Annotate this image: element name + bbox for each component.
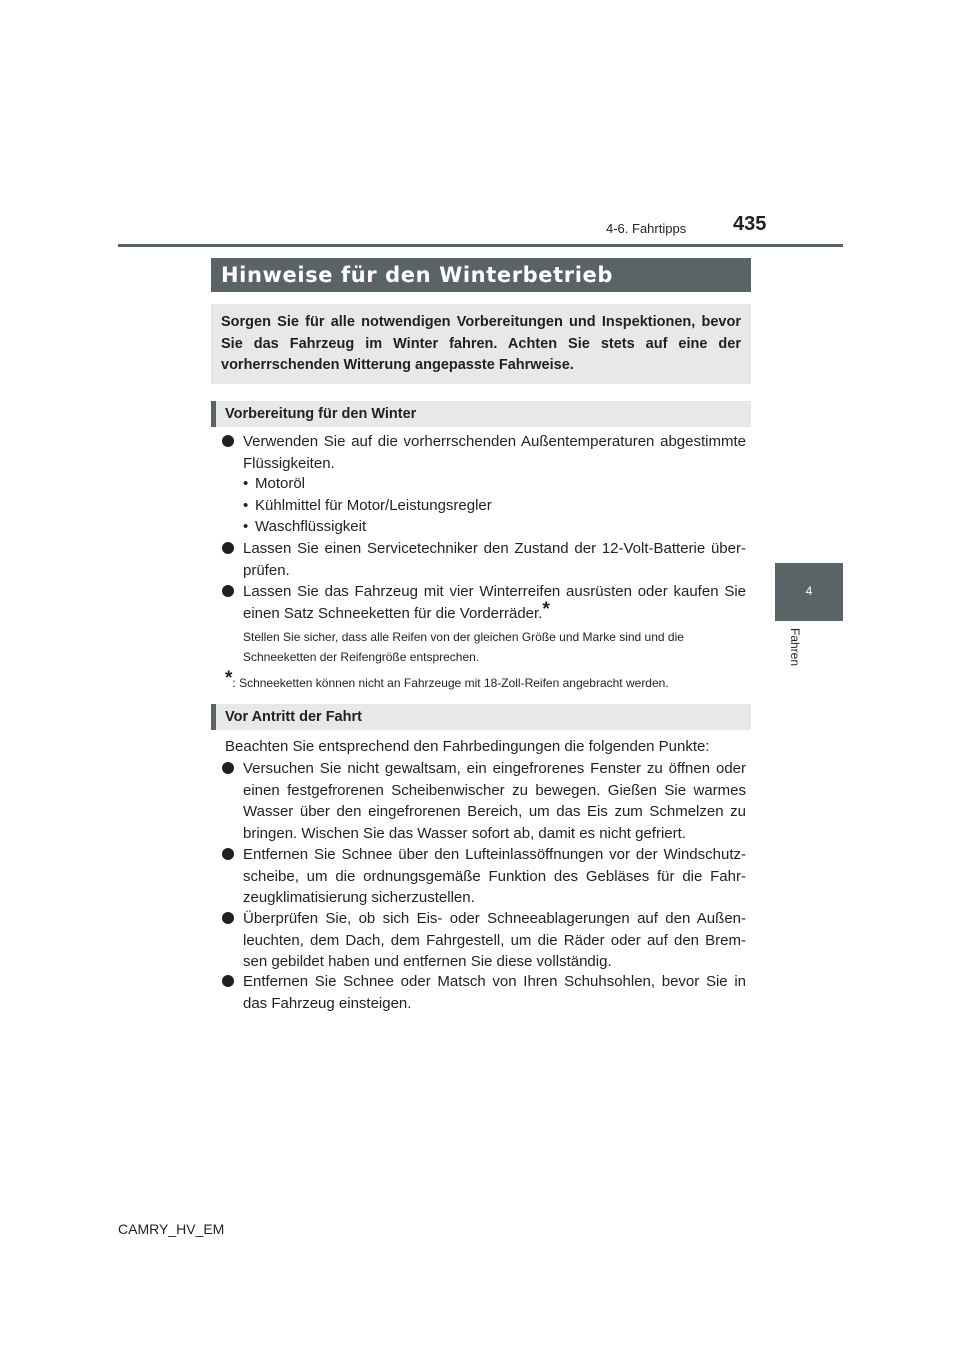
bullet-icon [222, 435, 234, 447]
bullet-icon [222, 848, 234, 860]
bullet-icon [222, 912, 234, 924]
footnote-text: : Schneeketten können nicht an Fahrzeuge mit 18-Zoll-Reifen angebracht werden. [232, 676, 669, 690]
bullet-text: Entfernen Sie Schnee über den Lufteinlassöffnungen vor der Windschutz-scheibe, um die ordnungsgemäße Funktion des Gebläses für die Fahr-zeugklimatisierung sicherzustellen. [243, 846, 746, 906]
chapter-number: 4 [805, 584, 813, 598]
bullet-text: Verwenden Sie auf die vorherrschenden Außentemperaturen abgestimmte Flüssigkeiten. [243, 433, 746, 472]
bullet-icon [222, 975, 234, 987]
list-item [243, 758, 746, 844]
header-divider [118, 244, 843, 247]
dot-marker-icon: • [243, 518, 249, 535]
chapter-label: Fahren [788, 628, 802, 667]
sublist-item [243, 516, 367, 538]
bullet-text: Lassen Sie einen Servicetechniker den Zustand der 12-Volt-Batterie über-prüfen. [243, 540, 746, 579]
list-item [243, 844, 746, 909]
sublist-text: Kühlmittel für Motor/Leistungsregler [255, 497, 492, 514]
document-code: CAMRY_HV_EM [118, 1221, 225, 1237]
dot-marker-icon: • [243, 475, 249, 492]
bullet-text: Lassen Sie das Fahrzeug mit vier Winterreifen ausrüsten oder kaufen Sie einen Satz Schneeketten für die Vorderräder. [243, 583, 746, 622]
bullet-icon [222, 762, 234, 774]
bullet-text: Entfernen Sie Schnee oder Matsch von Ihren Schuhsohlen, bevor Sie in das Fahrzeug einsteigen. [243, 973, 746, 1012]
list-item [243, 538, 746, 581]
footnote [225, 668, 750, 693]
intro-summary: Sorgen Sie für alle notwendigen Vorbereitungen und Inspektionen, bevor Sie das Fahrzeug im Winter fahren. Achten Sie stets auf eine der vorherrschenden Witterung angepasste Fahrweise. [211, 304, 751, 384]
bullet-text: Überprüfen Sie, ob sich Eis- oder Schneeablagerungen auf den Außen-leuchten, dem Dach, dem Fahrgestell, um die Räder oder auf den Brem-sen gebildet haben und entfernen Sie diese vollständig. [243, 910, 746, 970]
sublist-text: Motoröl [255, 475, 306, 492]
section-heading-winter-prep: Vorbereitung für den Winter [211, 401, 751, 427]
section-reference: 4-6. Fahrtipps [606, 221, 687, 236]
list-item [243, 971, 746, 1014]
page-title: Hinweise für den Winterbetrieb [211, 258, 751, 292]
bullet-icon [222, 542, 234, 554]
page-number: 435 [733, 213, 767, 235]
sublist-item [243, 473, 306, 495]
list-item [243, 431, 746, 474]
sublist-text: Waschflüssigkeit [255, 518, 367, 535]
bullet-icon [222, 585, 234, 597]
sublist-item [243, 495, 492, 517]
note-text: Stellen Sie sicher, dass alle Reifen von der gleichen Größe und Marke sind und die Schneeketten der Reifengröße entsprechen. [243, 630, 684, 664]
chapter-tab [775, 563, 843, 621]
list-item [243, 581, 746, 624]
bullet-text: Versuchen Sie nicht gewaltsam, ein eingefrorenes Fenster zu öffnen oder einen festgefrorenen Scheibenwischer zu bewegen. Gießen Sie warmes Wasser über den eingefrorenen Bereich, um das Eis zum Schmelzen zu bringen. Wischen Sie das Wasser sofort ab, damit es nicht gefriert. [243, 760, 746, 842]
section-lead-text: Beachten Sie entsprechend den Fahrbedingungen die folgenden Punkte: [225, 738, 710, 755]
asterisk-marker: * [542, 598, 550, 620]
footnote-asterisk: * [225, 668, 233, 689]
list-item [243, 908, 746, 973]
dot-marker-icon: • [243, 497, 249, 514]
section-heading-before-driving: Vor Antritt der Fahrt [211, 704, 751, 730]
